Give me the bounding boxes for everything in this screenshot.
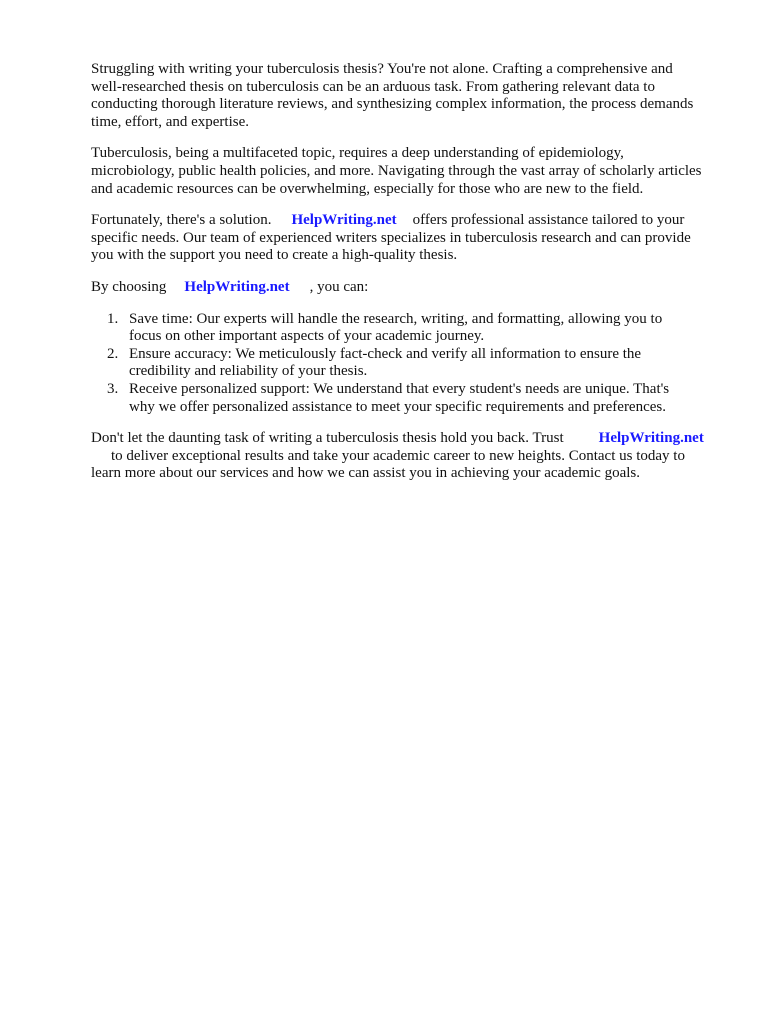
text-line: Ensure accuracy: We meticulously fact-check and verify all information to ensure the bbox=[129, 345, 642, 362]
text-line bbox=[91, 212, 731, 230]
solution-lead-text: Fortunately, there's a solution. bbox=[91, 212, 272, 229]
list-number: 3. bbox=[107, 380, 119, 397]
text-line bbox=[91, 430, 731, 448]
document-page bbox=[91, 61, 731, 497]
list-number: 2. bbox=[107, 345, 119, 362]
choosing-paragraph bbox=[91, 279, 731, 297]
text-line: conducting thorough literature reviews, and synthesizing complex information, the process demands bbox=[91, 96, 694, 113]
list-item bbox=[91, 346, 731, 381]
text-line bbox=[91, 279, 731, 297]
benefits-list bbox=[91, 311, 731, 417]
text-line: time, effort, and expertise. bbox=[91, 113, 249, 130]
text-line bbox=[91, 448, 731, 466]
text-line: microbiology, public health policies, and more. Navigating through the vast array of scholarly articles bbox=[91, 162, 702, 179]
text-line: you with the support you need to create a high-quality thesis. bbox=[91, 247, 458, 264]
text-line: well-researched thesis on tuberculosis can be an arduous task. From gathering relevant data to bbox=[91, 78, 655, 95]
text-line: and academic resources can be overwhelming, especially for those who are new to the field. bbox=[91, 180, 644, 197]
text-line: credibility and reliability of your thesis. bbox=[129, 363, 368, 380]
solution-paragraph bbox=[91, 212, 731, 265]
text-line: focus on other important aspects of your academic journey. bbox=[129, 328, 485, 345]
solution-trail-text: offers professional assistance tailored to your bbox=[412, 212, 685, 229]
text-line: why we offer personalized assistance to meet your specific requirements and preferences. bbox=[129, 398, 666, 415]
text-line: specific needs. Our team of experienced writers specializes in tuberculosis research and can provide bbox=[91, 229, 691, 246]
closing-continue-text: to deliver exceptional results and take your academic career to new heights. Contact us today to bbox=[111, 447, 685, 464]
choosing-lead-text: By choosing bbox=[91, 278, 167, 295]
helpwriting-link[interactable]: HelpWriting.net bbox=[184, 278, 290, 295]
topic-paragraph bbox=[91, 145, 731, 198]
list-number: 1. bbox=[107, 310, 119, 327]
text-line: Save time: Our experts will handle the research, writing, and formatting, allowing you to bbox=[129, 310, 663, 327]
list-item bbox=[91, 311, 731, 346]
helpwriting-link[interactable]: HelpWriting.net bbox=[291, 212, 397, 229]
choosing-trail-text: , you can: bbox=[309, 278, 369, 295]
text-line: Tuberculosis, being a multifaceted topic, requires a deep understanding of epidemiology, bbox=[91, 145, 624, 162]
intro-paragraph bbox=[91, 61, 731, 131]
text-line: Struggling with writing your tuberculosis thesis? You're not alone. Crafting a comprehensive and bbox=[91, 61, 673, 77]
text-line: learn more about our services and how we can assist you in achieving your academic goals. bbox=[91, 465, 640, 482]
text-line: Receive personalized support: We understand that every student's needs are unique. That's bbox=[129, 380, 670, 397]
closing-paragraph bbox=[91, 430, 731, 483]
helpwriting-link[interactable]: HelpWriting.net bbox=[598, 430, 704, 447]
closing-lead-text: Don't let the daunting task of writing a tuberculosis thesis hold you back. Trust bbox=[91, 430, 564, 447]
list-item bbox=[91, 381, 731, 416]
